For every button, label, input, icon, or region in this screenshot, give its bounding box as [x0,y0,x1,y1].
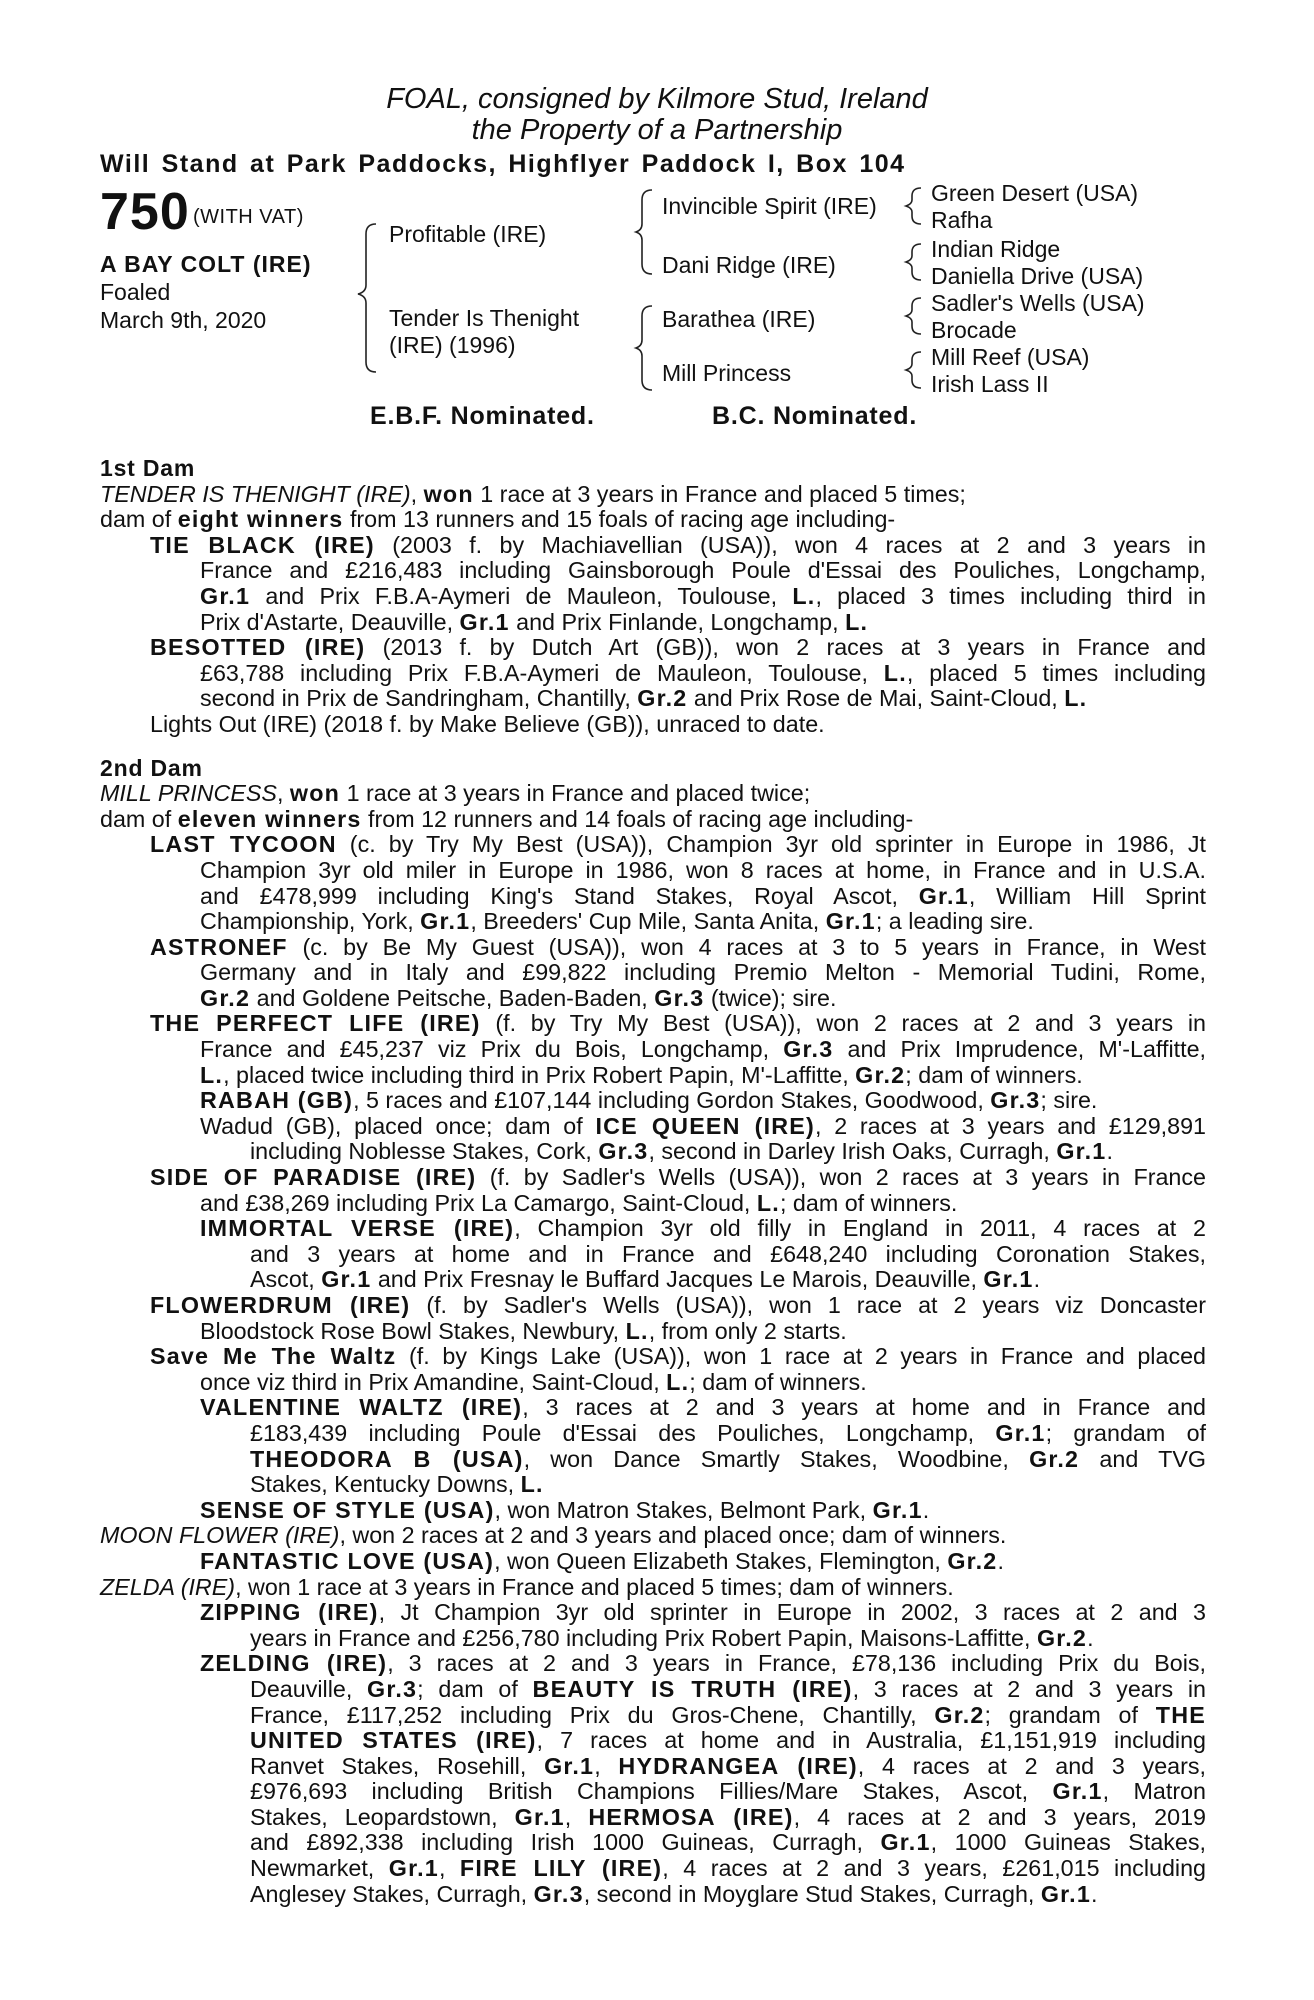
second-dam-line: Deauville, Gr.3; dam of BEAUTY IS TRUTH (IRE), 3 races at 2 and 3 years in [250,1675,1207,1702]
second-dam-line: dam of eleven winners from 12 runners and 14 foals of racing age including- [100,805,914,832]
second-dam-line: £183,439 including Poule d'Essai des Pouliches, Longchamp, Gr.1; grandam of [250,1419,1206,1446]
gg-6: Brocade [931,317,1017,343]
second-dam-line: once viz third in Prix Amandine, Saint-Cloud, L.; dam of winners. [200,1368,867,1395]
pedigree-braces [0,0,1314,420]
second-dam-line: UNITED STATES (IRE), 7 races at home and in Australia, £1,151,919 including [250,1727,1206,1754]
second-dam-line: Championship, York, Gr.1, Breeders' Cup Mile, Santa Anita, Gr.1; a leading sire. [200,908,1034,935]
second-dam-line: Champion 3yr old miler in Europe in 1986, won 8 races at home, in France and in U.S.A. [200,856,1206,883]
second-dam-line: Newmarket, Gr.1, FIRE LILY (IRE), 4 races at 2 and 3 years, £261,015 including [250,1855,1207,1882]
second-dam-title: 2nd Dam [100,754,203,781]
property-line: the Property of a Partnership [471,114,843,146]
catalogue-body [100,456,1206,1907]
second-dam-line: SENSE OF STYLE (USA), won Matron Stakes, Belmont Park, Gr.1. [200,1496,930,1523]
first-dam-line: second in Prix de Sandringham, Chantilly, Gr.2 and Prix Rose de Mai, Saint-Cloud, L. [200,685,1088,712]
second-dam-line: Save Me The Waltz (f. by Kings Lake (USA)), won 1 race at 2 years in France and placed [150,1343,1207,1370]
dam-dam-name: Mill Princess [662,360,792,386]
first-dam-line: Gr.1 and Prix F.B.A-Aymeri de Mauleon, Toulouse, L., placed 3 times including third in [200,582,1206,609]
gg-3: Indian Ridge [931,236,1061,262]
second-dam-line: L., placed twice including third in Prix Robert Papin, M'-Laffitte, Gr.2; dam of winners. [200,1061,1083,1088]
second-dam-line: years in France and £256,780 including Prix Robert Papin, Maisons-Laffitte, Gr.2. [250,1624,1094,1651]
second-dam-line: MILL PRINCESS, won 1 race at 3 years in France and placed twice; [100,780,811,807]
second-dam-line: SIDE OF PARADISE (IRE) (f. by Sadler's Wells (USA)), won 2 races at 3 years in France [150,1164,1206,1191]
second-dam-line: FLOWERDRUM (IRE) (f. by Sadler's Wells (USA)), won 1 race at 2 years viz Doncaster [150,1292,1206,1318]
second-dam-line: ASTRONEF (c. by Be My Guest (USA)), won 4 races at 3 to 5 years in France, in West [150,933,1206,960]
lot-number: 750 [100,183,190,241]
second-dam-line: THEODORA B (USA), won Dance Smartly Stakes, Woodbine, Gr.2 and TVG [250,1445,1206,1472]
second-dam-line: RABAH (GB), 5 races and £107,144 including Gordon Stakes, Goodwood, Gr.3; sire. [200,1087,1098,1114]
second-dam-line: ZIPPING (IRE), Jt Champion 3yr old sprinter in Europe in 2002, 3 races at 2 and 3 [200,1599,1207,1626]
second-dam-line: £976,693 including British Champions Fillies/Mare Stakes, Ascot, Gr.1, Matron [250,1778,1206,1805]
ebf-nomination: E.B.F. Nominated. [370,402,595,430]
second-dam-line: IMMORTAL VERSE (IRE), Champion 3yr old filly in England in 2011, 4 races at 2 [200,1215,1206,1242]
second-dam-line: FANTASTIC LOVE (USA), won Queen Elizabeth Stakes, Flemington, Gr.2. [200,1547,1004,1574]
gg-4: Daniella Drive (USA) [931,263,1144,289]
first-dam-line: France and £216,483 including Gainsborough Poule d'Essai des Pouliches, Longchamp, [200,557,1206,584]
gg-7: Mill Reef (USA) [931,344,1090,370]
first-dam-line: Lights Out (IRE) (2018 f. by Make Believe (GB)), unraced to date. [150,710,825,737]
dam-sire-name: Barathea (IRE) [662,306,816,332]
foaled-date: March 9th, 2020 [100,307,267,333]
second-dam-line: MOON FLOWER (IRE), won 2 races at 2 and 3 years and placed once; dam of winners. [100,1522,1007,1549]
first-dam-line: TENDER IS THENIGHT (IRE), won 1 race at 3 years in France and placed 5 times; [100,480,966,507]
bc-nomination: B.C. Nominated. [712,402,918,430]
vat-note: (WITH VAT) [193,206,304,228]
second-dam-line: Ascot, Gr.1 and Prix Fresnay le Buffard Jacques Le Marois, Deauville, Gr.1. [250,1266,1041,1293]
second-dam-line: Stakes, Kentucky Downs, L. [250,1471,544,1498]
second-dam-line: France, £117,252 including Prix du Gros-Chene, Chantilly, Gr.2; grandam of THE [250,1701,1206,1728]
second-dam-line: ZELDA (IRE), won 1 race at 3 years in France and placed 5 times; dam of winners. [100,1573,954,1600]
dam-name: Tender Is Thenight (IRE) (1996) [389,305,580,358]
first-dam-title: 1st Dam [100,455,196,481]
second-dam-line: Ranvet Stakes, Rosehill, Gr.1, HYDRANGEA (IRE), 4 races at 2 and 3 years, [250,1752,1206,1779]
second-dam-line: France and £45,237 viz Prix du Bois, Longchamp, Gr.3 and Prix Imprudence, M'-Laffitte, [200,1036,1206,1063]
second-dam-line: LAST TYCOON (c. by Try My Best (USA)), Champion 3yr old sprinter in Europe in 1986, Jt [150,831,1206,858]
stand-location: Will Stand at Park Paddocks, Highflyer Paddock I, Box 104 [100,150,906,178]
first-dam-line: Prix d'Astarte, Deauville, Gr.1 and Prix Finlande, Longchamp, L. [200,608,869,635]
first-dam-line: BESOTTED (IRE) (2013 f. by Dutch Art (GB)), won 2 races at 3 years in France and [150,634,1206,661]
second-dam-line: and 3 years at home and in France and £648,240 including Coronation Stakes, [250,1240,1206,1267]
second-dam-line: ZELDING (IRE), 3 races at 2 and 3 years in France, £78,136 including Prix du Bois, [200,1650,1206,1677]
sire-dam-name: Dani Ridge (IRE) [662,252,836,278]
second-dam-line: Stakes, Leopardstown, Gr.1, HERMOSA (IRE), 4 races at 2 and 3 years, 2019 [250,1803,1206,1830]
sire-sire-name: Invincible Spirit (IRE) [662,193,877,219]
first-dam-line: £63,788 including Prix F.B.A-Aymeri de Mauleon, Toulouse, L., placed 5 times including [200,659,1207,686]
gg-8: Irish Lass II [931,371,1049,397]
gg-2: Rafha [931,207,993,233]
second-dam-line: and £478,999 including King's Stand Stakes, Royal Ascot, Gr.1, William Hill Sprint [200,882,1206,909]
second-dam-line: Wadud (GB), placed once; dam of ICE QUEEN (IRE), 2 races at 3 years and £129,891 [200,1112,1207,1139]
second-dam-line: Anglesey Stakes, Curragh, Gr.3, second in Moyglare Stud Stakes, Curragh, Gr.1. [250,1880,1098,1907]
second-dam-line: and £892,338 including Irish 1000 Guineas, Curragh, Gr.1, 1000 Guineas Stakes, [250,1829,1207,1856]
gg-1: Green Desert (USA) [931,180,1139,206]
second-dam-line: and £38,269 including Prix La Camargo, Saint-Cloud, L.; dam of winners. [200,1189,958,1216]
horse-name: A BAY COLT (IRE) [100,251,312,277]
second-dam-line: Gr.2 and Goldene Peitsche, Baden-Baden, Gr.3 (twice); sire. [200,984,837,1011]
foaled-label: Foaled [100,279,171,305]
first-dam-line: dam of eight winners from 13 runners and 15 foals of racing age including- [100,506,896,533]
sire-name: Profitable (IRE) [389,221,547,247]
first-dam-section [100,456,1206,738]
second-dam-line: Germany and in Italy and £99,822 including Premio Melton - Memorial Tudini, Rome, [200,959,1206,986]
first-dam-line: TIE BLACK (IRE) (2003 f. by Machiavellian (USA)), won 4 races at 2 and 3 years in [150,531,1206,558]
second-dam-line: Bloodstock Rose Bowl Stakes, Newbury, L., from only 2 starts. [200,1317,847,1344]
second-dam-line: THE PERFECT LIFE (IRE) (f. by Try My Best (USA)), won 2 races at 2 and 3 years in [150,1010,1207,1037]
second-dam-section [100,756,1206,1908]
second-dam-line: including Noblesse Stakes, Cork, Gr.3, second in Darley Irish Oaks, Curragh, Gr.1. [250,1138,1113,1165]
consignor-line: FOAL, consigned by Kilmore Stud, Ireland [386,83,928,115]
gg-5: Sadler's Wells (USA) [931,290,1145,316]
second-dam-line: VALENTINE WALTZ (IRE), 3 races at 2 and 3 years at home and in France and [200,1394,1206,1421]
